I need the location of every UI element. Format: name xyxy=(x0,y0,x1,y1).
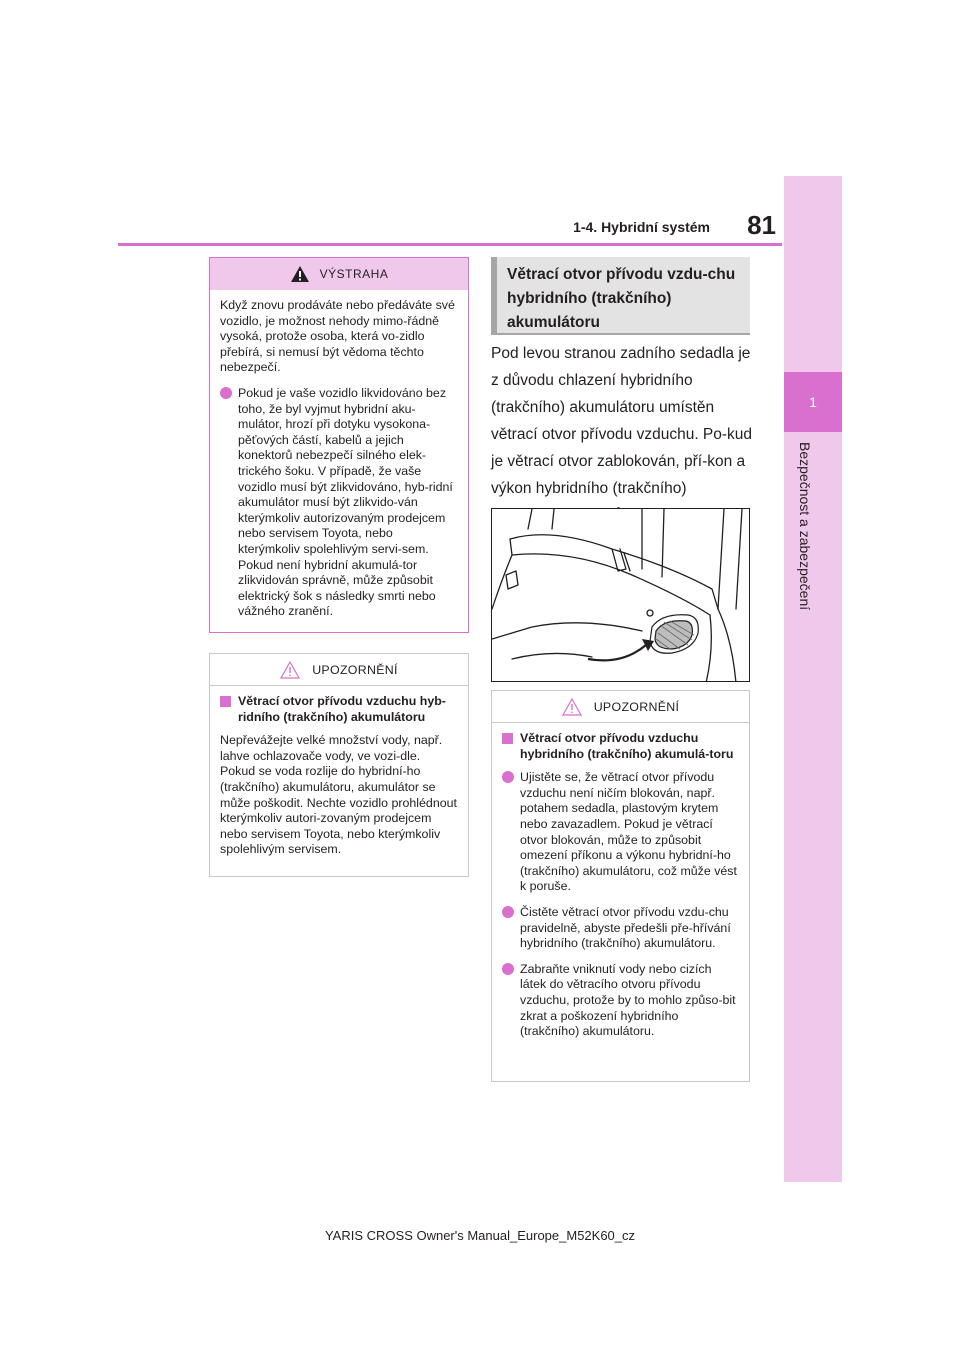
notice-bullet xyxy=(502,905,739,952)
bullet-dot-icon xyxy=(502,906,514,918)
notice-heading-left: Větrací otvor přívodu vzduchu hyb-ridního (trakčního) akumulátoru xyxy=(220,694,458,725)
vent-grille xyxy=(650,615,698,654)
bullet-dot-icon xyxy=(220,387,232,399)
square-bullet-icon xyxy=(220,696,231,707)
body-paragraph: Pod levou stranou zadního sedadla je z důvodu chlazení hybridního (trakčního) akumulátoru umístěn větrací otvor přívodu vzduchu. Po-kud je větrací otvor zablokován, pří-kon a výkon hybridního (trakčního) xyxy=(491,345,753,497)
notice-text-left: Nepřevážejte velké množství vody, např. lahve ochlazovače vody, ve vozi-dle. Pokud se voda rozlije do hybridní-ho (trakčního) akumulátoru, akumulátor se může poškodit. Nechte vozidlo prohlédnout kterýmkoliv autori-zovaným prodejcem nebo servisem Toyota, nebo kterýmkoliv spolehlivým servisem. xyxy=(220,733,457,857)
footer-manual-id: YARIS CROSS Owner's Manual_Europe_M52K60_cz xyxy=(324,1228,636,1243)
rear-seat-vent-drawing xyxy=(492,509,750,682)
caution-triangle-icon xyxy=(280,661,300,679)
notice-body-right xyxy=(492,723,749,1040)
chapter-side-tab xyxy=(784,176,842,1182)
notice-bullet-text: Ujistěte se, že větrací otvor přívodu vzduchu není ničím blokován, např. potahem sedadla, plastovým krytem nebo zavazadlem. Pokud je větrací otvor blokován, může to způsobit omezení příkonu a výkonu hybridní-ho (trakčního) akumulátoru, což může vést k poruše. xyxy=(520,770,737,894)
notice-box-right xyxy=(491,690,750,1082)
header-rule xyxy=(118,243,782,246)
notice-bullet-text: Čistěte větrací otvor přívodu vzdu-chu pravidelně, abyste předešli pře-hřívání hybridního (trakčního) akumulátoru. xyxy=(520,904,731,951)
warning-body xyxy=(210,290,468,620)
notice-box-left xyxy=(209,653,469,877)
warning-title: VÝSTRAHA xyxy=(319,267,389,281)
page-number: 81 xyxy=(747,210,776,240)
notice-title-left: UPOZORNĚNÍ xyxy=(312,662,398,677)
notice-header-right xyxy=(492,691,749,723)
chapter-label: Bezpečnost a zabezpečení xyxy=(797,442,813,611)
chapter-number: 1 xyxy=(784,372,842,432)
notice-bullet xyxy=(502,770,739,895)
section-subheading: Větrací otvor přívodu vzdu-chu hybridního (trakčního) akumulátoru xyxy=(491,257,750,335)
bullet-dot-icon xyxy=(502,963,514,975)
warning-box xyxy=(209,257,469,633)
notice-header-left xyxy=(210,654,468,686)
warning-triangle-icon xyxy=(290,265,310,283)
section-title: 1-4. Hybridní systém xyxy=(573,219,710,235)
notice-heading-right: Větrací otvor přívodu vzduchu hybridního (trakčního) akumulá-toru xyxy=(502,731,739,762)
square-bullet-icon xyxy=(502,733,513,744)
warning-bullet-text: Pokud je vaše vozidlo likvidováno bez toho, že byl vyjmut hybridní aku-mulátor, hrozí při dotyku vysokona-pěťových částí, kabelů a jejich konektorů nebezpečí silného elek-trického šoku. V případě, že vaše vozidlo musí být zlikvidováno, hyb-ridní akumulátor musí být zlikvido-ván kterýmkoliv autorizovaným prodejcem nebo servisem Toyota, nebo kterýmkoliv spolehlivým servi-sem. Pokud není hybridní akumulá-tor zlikvidován správně, může způsobit elektrický šok s následky smrti nebo vážného zranění. xyxy=(238,385,453,619)
notice-bullet-text: Zabraňte vniknutí vody nebo cizích látek do větracího otvoru přívodu vzduchu, protože by to mohlo způso-bit zkrat a poškození hybridního (trakčního) akumulátoru. xyxy=(520,961,736,1039)
notice-body-left xyxy=(210,686,468,858)
notice-bullet xyxy=(502,962,739,1040)
warning-bullet xyxy=(220,386,458,620)
bullet-dot-icon xyxy=(502,771,514,783)
notice-title-right: UPOZORNĚNÍ xyxy=(593,699,680,714)
warning-intro: Když znovu prodáváte nebo předáváte své vozidlo, je možnost nehody mimo-řádně vysoká, protože osoba, která vo-zidlo přebírá, si nemusí být vědoma těchto nebezpečí. xyxy=(220,298,455,375)
warning-header xyxy=(210,258,468,290)
rear-seat-vent-illustration xyxy=(491,508,750,682)
caution-triangle-icon xyxy=(562,698,582,716)
